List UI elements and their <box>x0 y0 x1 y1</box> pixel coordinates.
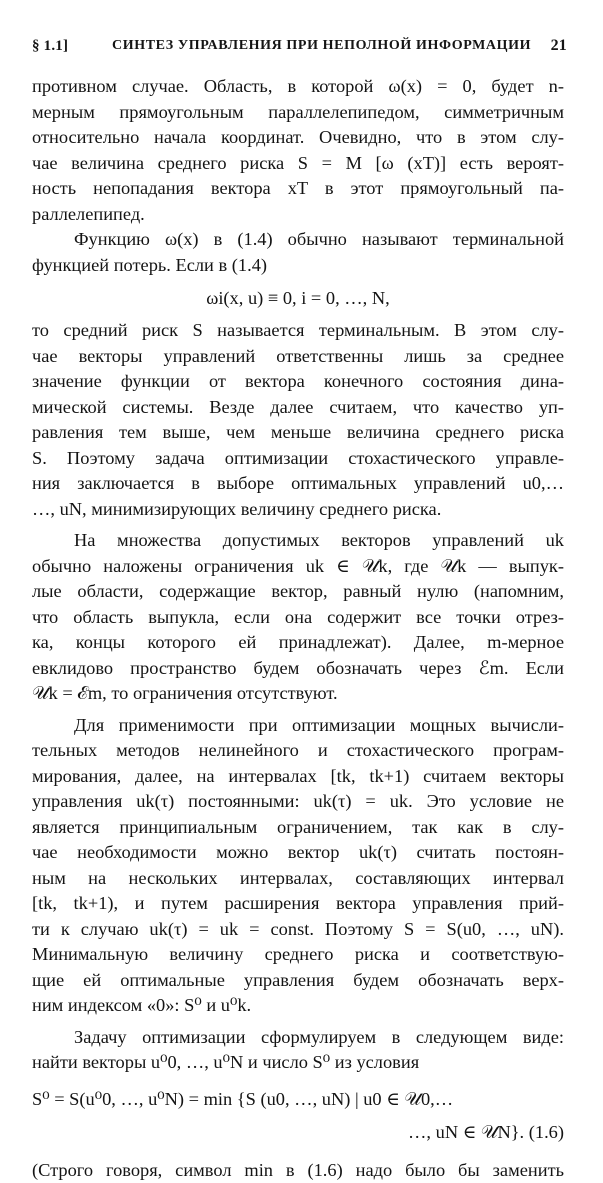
text-line: Функцию ω(x) в (1.4) обычно называют терминальной <box>32 227 564 253</box>
text-line: противном случае. Область, в которой ω(x) = 0, будет n- <box>32 74 564 100</box>
text-line: то средний риск S называется терминальным. В этом слу- <box>32 318 564 344</box>
paragraph <box>32 227 564 278</box>
running-header <box>32 38 567 62</box>
paragraph <box>32 713 564 1019</box>
text-line: ним индексом «0»: S⁰ и u⁰k. <box>32 993 564 1019</box>
text-line: управления uk(τ) постоянными: uk(τ) = uk. Это условие не <box>32 789 564 815</box>
text-line: ти к случаю uk(τ) = uk = const. Поэтому S = S(u0, …, uN). <box>32 917 564 943</box>
paragraph <box>32 1158 564 1183</box>
text-line: найти векторы u⁰0, …, u⁰N и число S⁰ из условия <box>32 1050 564 1076</box>
text-line: значение функции от вектора конечного состояния дина- <box>32 369 564 395</box>
paragraph <box>32 74 564 227</box>
text-line: S. Поэтому задача оптимизации стохастического управле- <box>32 446 564 472</box>
text-line: ния заключается в выборе оптимальных управлений u0,… <box>32 471 564 497</box>
paragraph <box>32 528 564 707</box>
formula-line: S⁰ = S(u⁰0, …, u⁰N) = min {S (u0, …, uN) | u0 ∈ 𝒰0,… <box>32 1082 564 1116</box>
text-line: мерным прямоугольным параллелепипедом, симметричным <box>32 100 564 126</box>
text-line: Минимальную величину среднего риска и соответствую- <box>32 942 564 968</box>
text-line: функцией потерь. Если в (1.4) <box>32 253 564 279</box>
text-line: обычно наложены ограничения uk ∈ 𝒰k, где 𝒰k — выпук- <box>32 554 564 580</box>
text-line: …, uN, минимизирующих величину среднего риска. <box>32 497 564 523</box>
text-line: (Строго говоря, символ min в (1.6) надо было бы заменить <box>32 1158 564 1183</box>
text-line: тельных методов нелинейного и стохастического програм- <box>32 738 564 764</box>
text-line: лые области, содержащие вектор, равный нулю (напомним, <box>32 579 564 605</box>
text-line: что область выпукла, если она содержит все точки отрез- <box>32 605 564 631</box>
display-formula: ωi(x, u) ≡ 0, i = 0, …, N, <box>32 278 564 318</box>
text-line: является принципиальным ограничением, так как в слу- <box>32 815 564 841</box>
page-body <box>32 74 564 1183</box>
text-line: 𝒰k = ℰm, то ограничения отсутствуют. <box>32 681 564 707</box>
text-line: ность непопадания вектора xT в этот прямоугольный па- <box>32 176 564 202</box>
text-line: мической системы. Везде далее считаем, что качество уп- <box>32 395 564 421</box>
page-number: 21 <box>551 37 567 55</box>
paragraph <box>32 1025 564 1076</box>
text-line: мирования, далее, на интервалах [tk, tk+1) считаем векторы <box>32 764 564 790</box>
section-reference: § 1.1] <box>32 38 68 55</box>
text-line: чае векторы управлений ответственны лишь за среднее <box>32 344 564 370</box>
text-line: [tk, tk+1), и путем расширения вектора управления прий- <box>32 891 564 917</box>
text-line: равления тем выше, чем меньше величина среднего риска <box>32 420 564 446</box>
paragraph <box>32 318 564 522</box>
text-line: щие ей оптимальные управления будем обозначать верх- <box>32 968 564 994</box>
text-line: чае величина среднего риска S = M [ω (xT)] есть вероят- <box>32 151 564 177</box>
text-line: относительно начала координат. Очевидно, что в этом слу- <box>32 125 564 151</box>
chapter-title: СИНТЕЗ УПРАВЛЕНИЯ ПРИ НЕПОЛНОЙ ИНФОРМАЦИИ <box>112 38 531 54</box>
text-line: чае необходимости можно вектор uk(τ) считать постоян- <box>32 840 564 866</box>
text-line: На множества допустимых векторов управлений uk <box>32 528 564 554</box>
text-line: ка, концы которого ей принадлежат). Далее, m-мерное <box>32 630 564 656</box>
text-line: ным на нескольких интервалах, составляющих интервал <box>32 866 564 892</box>
text-line: раллелепипед. <box>32 202 564 228</box>
text-line: Для применимости при оптимизации мощных вычисли- <box>32 713 564 739</box>
formula-line: …, uN ∈ 𝒰N}. (1.6) <box>32 1116 564 1148</box>
text-line: Задачу оптимизации сформулируем в следующем виде: <box>32 1025 564 1051</box>
display-formula <box>32 1082 564 1148</box>
text-line: евклидово пространство будем обозначать через ℰm. Если <box>32 656 564 682</box>
